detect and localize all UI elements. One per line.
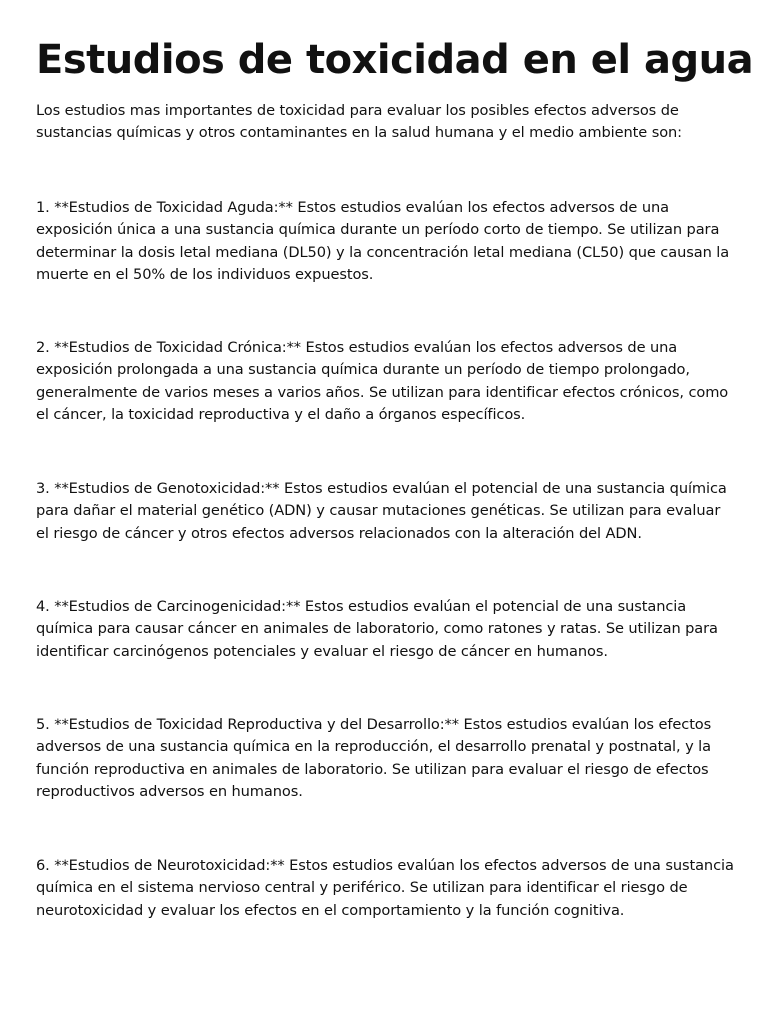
list-item: 1. **Estudios de Toxicidad Aguda:** Estos estudios evalúan los efectos adversos de una exposición única a una sustancia química durante un período corto de tiempo. Se utilizan para determinar la dosis letal mediana (DL50) y la concentración letal mediana (CL50) que causan la muerte en el 50% de los individuos expuestos.	[36, 199, 730, 284]
list-item: 6. **Estudios de Neurotoxicidad:** Estos estudios evalúan los efectos adversos de una sustancia química en el sistema nervioso central y periférico. Se utilizan para identificar el riesgo de neurotoxicidad y evaluar los efectos en el comportamiento y la función cognitiva.	[36, 857, 734, 919]
document-title: Estudios de toxicidad en el agua	[36, 37, 754, 83]
list-item: 2. **Estudios de Toxicidad Crónica:** Estos estudios evalúan los efectos adversos de una exposición prolongada a una sustancia química durante un período de tiempo prolongado, generalmente de varios meses a varios años. Se utilizan para identificar efectos crónicos, como el cáncer, la toxicidad reproductiva y el daño a órganos específicos.	[36, 339, 729, 424]
list-item: 5. **Estudios de Toxicidad Reproductiva y del Desarrollo:** Estos estudios evalúan los efectos adversos de una sustancia química en la reproducción, el desarrollo prenatal y postnatal, y la función reproductiva en animales de laboratorio. Se utilizan para evaluar el riesgo de efectos reproductivos adversos en humanos.	[36, 716, 712, 801]
list-item: 3. **Estudios de Genotoxicidad:** Estos estudios evalúan el potencial de una sustancia química para dañar el material genético (ADN) y causar mutaciones genéticas. Se utilizan para evaluar el riesgo de cáncer y otros efectos adversos relacionados con la alteración del ADN.	[36, 480, 727, 542]
intro-paragraph: Los estudios mas importantes de toxicidad para evaluar los posibles efectos adversos de sustancias químicas y otros contaminantes en la salud humana y el medio ambiente son:	[36, 102, 682, 142]
list-item: 4. **Estudios de Carcinogenicidad:** Estos estudios evalúan el potencial de una sustancia química para causar cáncer en animales de laboratorio, como ratones y ratas. Se utilizan para identificar carcinógenos potenciales y evaluar el riesgo de cáncer en humanos.	[36, 598, 718, 660]
